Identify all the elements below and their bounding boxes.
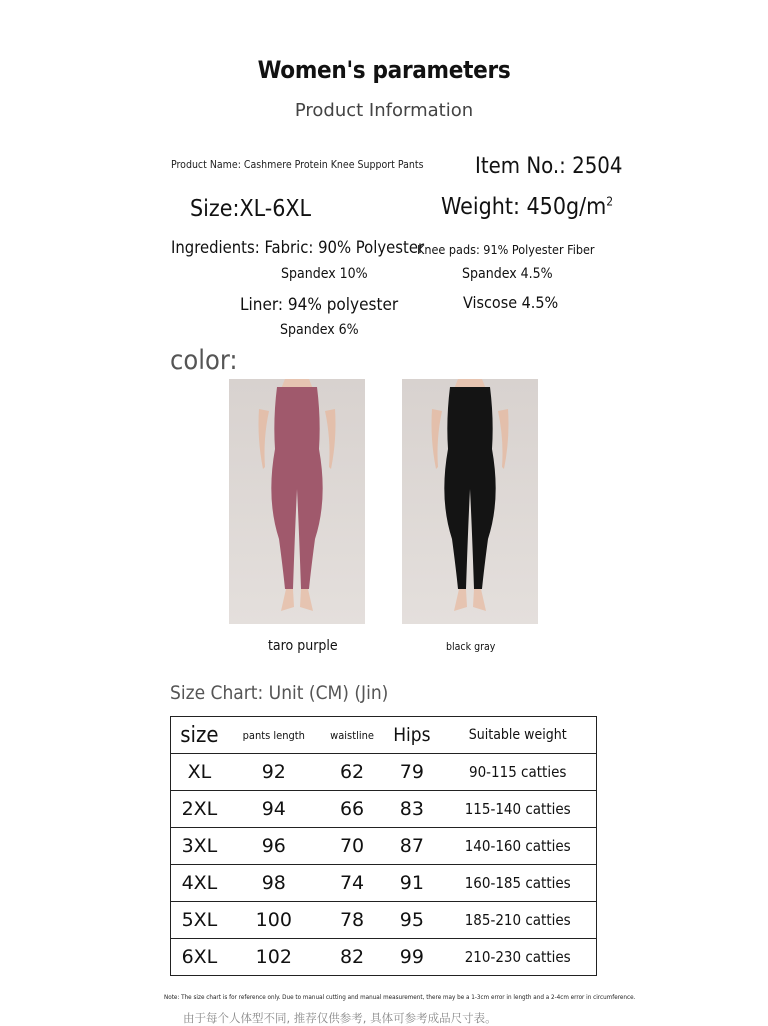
cell-suitable-weight: 210-230 catties xyxy=(439,939,596,976)
cell-pants-length: 100 xyxy=(228,902,320,939)
cell-suitable-weight: 115-140 catties xyxy=(439,791,596,828)
ingredients-fabric-spandex: Spandex 10% xyxy=(281,266,368,282)
fabric-weight-value: Weight: 450g/m xyxy=(441,194,607,220)
product-photo-black-gray xyxy=(402,379,538,624)
knee-pads-composition: Knee pads: 91% Polyester Fiber xyxy=(417,242,595,257)
leggings-illustration-purple xyxy=(229,379,365,624)
cell-pants-length: 94 xyxy=(228,791,320,828)
cell-pants-length: 96 xyxy=(228,828,320,865)
cell-hips: 95 xyxy=(384,902,439,939)
cell-waistline: 70 xyxy=(320,828,385,865)
cell-suitable-weight: 90-115 catties xyxy=(439,754,596,791)
size-note-english: Note: The size chart is for reference only. Due to manual cutting and manual measurement, there may be a 1-3cm error in length and a 2-4cm error in circumference. xyxy=(164,994,636,1001)
size-note-chinese: 由于每个人体型不同, 推荐仅供参考, 具体可参考成品尺寸表。 xyxy=(183,1011,497,1025)
table-row xyxy=(171,828,597,865)
leggings-illustration-black xyxy=(402,379,538,624)
cell-size: 2XL xyxy=(171,791,228,828)
size-chart-header-row xyxy=(171,717,597,754)
product-name: Product Name: Cashmere Protein Knee Support Pants xyxy=(171,159,424,171)
header-waistline: waistline xyxy=(330,728,374,742)
swatch-fill xyxy=(271,387,322,589)
cell-waistline: 62 xyxy=(320,754,385,791)
color-caption-taro-purple: taro purple xyxy=(268,638,338,654)
cell-size: 3XL xyxy=(171,828,228,865)
page-subtitle: Product Information xyxy=(294,100,474,121)
header-suitable-weight: Suitable weight xyxy=(468,727,567,743)
cell-pants-length: 98 xyxy=(228,865,320,902)
cell-hips: 87 xyxy=(384,828,439,865)
cell-size: 6XL xyxy=(171,939,228,976)
cell-waistline: 74 xyxy=(320,865,385,902)
cell-waistline: 78 xyxy=(320,902,385,939)
cell-waistline: 82 xyxy=(320,939,385,976)
knee-pads-viscose: Viscose 4.5% xyxy=(463,293,559,312)
cell-pants-length: 92 xyxy=(228,754,320,791)
cell-pants-length: 102 xyxy=(228,939,320,976)
size-chart-table xyxy=(170,716,597,976)
cell-size: 4XL xyxy=(171,865,228,902)
table-row xyxy=(171,791,597,828)
header-pants-length: pants length xyxy=(242,728,305,742)
table-row xyxy=(171,939,597,976)
table-row xyxy=(171,865,597,902)
cell-size: XL xyxy=(171,754,228,791)
cell-hips: 83 xyxy=(384,791,439,828)
item-number: Item No.: 2504 xyxy=(475,154,623,179)
cell-hips: 99 xyxy=(384,939,439,976)
cell-suitable-weight: 140-160 catties xyxy=(439,828,596,865)
color-caption-black-gray: black gray xyxy=(446,641,496,653)
cell-suitable-weight: 185-210 catties xyxy=(439,902,596,939)
table-row xyxy=(171,902,597,939)
page-title: Women's parameters xyxy=(257,56,511,84)
ingredients-fabric: Ingredients: Fabric: 90% Polyester xyxy=(171,238,425,257)
cell-hips: 91 xyxy=(384,865,439,902)
fabric-weight xyxy=(441,194,613,220)
cell-waistline: 66 xyxy=(320,791,385,828)
header-size: size xyxy=(180,722,219,748)
cell-size: 5XL xyxy=(171,902,228,939)
cell-hips: 79 xyxy=(384,754,439,791)
header-hips: Hips xyxy=(393,724,431,746)
size-chart-title: Size Chart: Unit (CM) (Jin) xyxy=(170,682,389,704)
cell-suitable-weight: 160-185 catties xyxy=(439,865,596,902)
knee-pads-spandex: Spandex 4.5% xyxy=(462,266,553,282)
liner-composition: Liner: 94% polyester xyxy=(240,295,399,315)
table-row xyxy=(171,754,597,791)
fabric-weight-exponent: 2 xyxy=(606,194,614,209)
color-label: color: xyxy=(170,345,238,376)
size-range: Size:XL-6XL xyxy=(190,196,312,222)
product-photo-taro-purple xyxy=(229,379,365,624)
liner-spandex: Spandex 6% xyxy=(280,322,359,338)
